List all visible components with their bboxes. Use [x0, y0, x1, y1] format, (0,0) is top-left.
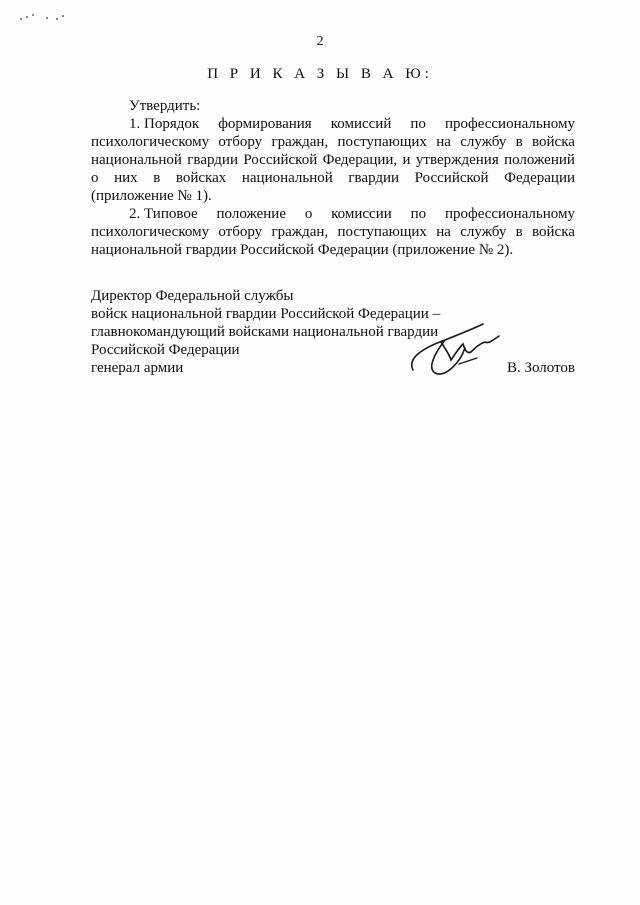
word: психологическому [91, 134, 210, 150]
word: профессиональному [444, 206, 575, 222]
word: в [515, 134, 523, 150]
word: службу [460, 134, 507, 150]
signer-rank: генерал армии [91, 360, 184, 376]
signer-name: В. Золотов [506, 360, 575, 376]
word: гвардии [187, 152, 238, 168]
word: службу [460, 224, 507, 240]
signer-title-line4: Российской Федерации [91, 342, 240, 358]
word: них [114, 170, 138, 186]
word: гвардии [348, 170, 400, 186]
item1-line1 [91, 115, 575, 133]
word: поступающих [337, 224, 427, 240]
word: отбору [218, 134, 263, 150]
word: отбору [218, 224, 263, 240]
word: профессиональному [444, 116, 575, 132]
word: граждан, [271, 134, 329, 150]
word: поступающих [337, 134, 427, 150]
scan-specks [16, 10, 76, 30]
word: в [515, 224, 523, 240]
word: в [153, 170, 161, 186]
word: войсках [175, 170, 227, 186]
word: 2. Типовое [129, 206, 198, 222]
item1-line3 [91, 151, 575, 169]
word: комиссий [330, 116, 392, 132]
word: национальной [241, 170, 333, 186]
word: о [91, 170, 99, 186]
word: психологическому [91, 224, 210, 240]
word: положение [216, 206, 286, 222]
word: формирования [218, 116, 312, 132]
item1-line5: (приложение № 1). [91, 188, 212, 204]
word: по [410, 206, 427, 222]
word: 1. Порядок [129, 116, 200, 132]
word: положений [504, 152, 575, 168]
word: на [436, 134, 451, 150]
signer-title-line1: Директор Федеральной службы [91, 288, 294, 304]
word: Федерации [504, 170, 575, 186]
word: войска [532, 224, 575, 240]
order-heading: П Р И К А З Ы В А Ю: [207, 66, 433, 82]
item2-line2 [91, 223, 575, 241]
word: по [410, 116, 426, 132]
word: Федерации, [322, 152, 398, 168]
order-body [91, 97, 575, 259]
signer-title-line2: войск национальной гвардии Российской Федерации – [91, 306, 441, 322]
item1-line2 [91, 133, 575, 151]
word: комиссии [331, 206, 392, 222]
word: национальной [91, 152, 182, 168]
signer-title-line3: главнокомандующий войсками национальной гвардии [91, 324, 439, 340]
word: Российской [243, 152, 318, 168]
handwritten-signature [405, 318, 505, 380]
word: Российской [414, 170, 489, 186]
item1-line4 [91, 169, 575, 187]
word: утверждения [415, 152, 499, 168]
word: войска [532, 134, 575, 150]
word: на [436, 224, 451, 240]
word: о [304, 206, 313, 222]
item2-line1 [91, 205, 575, 223]
word: и [402, 152, 411, 168]
page-number: 2 [316, 34, 324, 49]
word: граждан, [271, 224, 329, 240]
approve-label: Утвердить: [129, 98, 201, 114]
item2-line3: национальной гвардии Российской Федерации (приложение № 2). [91, 242, 514, 258]
